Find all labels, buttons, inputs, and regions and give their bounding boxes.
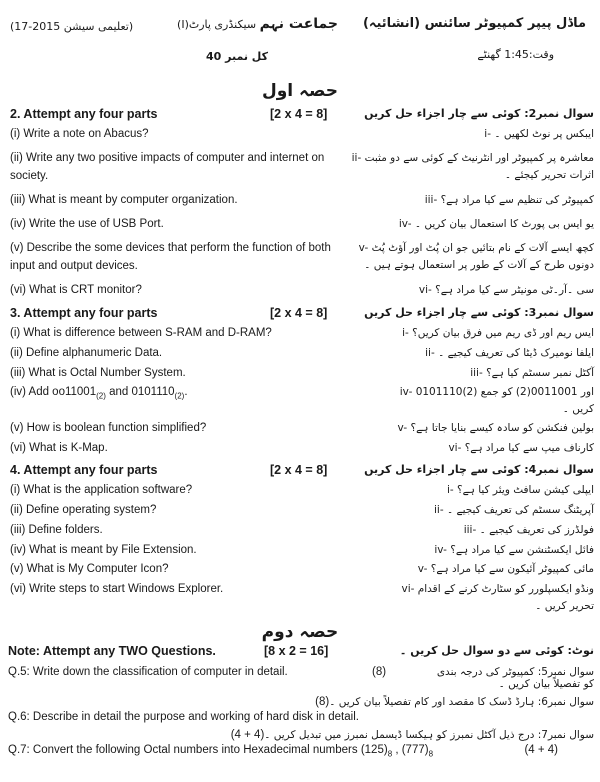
question-3-title-urdu: سوال نمبر3: کوئی سے چار اجزاء حل کریں [364, 306, 594, 319]
q5-marks: (8) [372, 665, 387, 678]
question-7 [6, 729, 594, 758]
note-text: Note: Attempt any TWO Questions. [8, 643, 216, 658]
paper-title: ماڈل پیپر کمپیوٹر سائنس (انشائیہ) [362, 16, 586, 31]
q6-marks: (8) [315, 695, 330, 708]
part-one-heading: حصہ اول [261, 81, 339, 101]
q4-part-iii: (iii) Define folders. iii- فولڈرز کی تعریف کیجیے ۔ [10, 523, 594, 536]
q3-part-iv: (iv) Add $oo11001_{(2)}$ and $0101110_{(2)}$. iv- 0101110(2) اور 0011001(2) کو جمع کریں ۔ [10, 386, 594, 416]
q3-part-v: (v) How is boolean function simplified? v- بولین فنکشن کو سادہ کیسے بنایا جاتا ہے؟ [10, 422, 594, 435]
class-name: جماعت نہم [259, 16, 338, 32]
q3-part-vi: (vi) What is K-Map. vi- کارناف میپ سے کیا مراد ہے؟ [10, 442, 594, 455]
q3-part-ii: (ii) Define alphanumeric Data. ii- ایلفا نومیرک ڈیٹا کی تعریف کیجیے ۔ [10, 346, 594, 359]
q3-part-i: (i) What is difference between S-RAM and D-RAM? i- ایس ریم اور ڈی ریم میں فرق بیان کریں؟ [10, 327, 594, 339]
q4-part-i: (i) What is the application software? i- ایپلی کیشن سافٹ ویئر کیا ہے؟ [10, 484, 594, 497]
note-marks: [8 x 2 = 16] [264, 643, 329, 658]
q2-part-vi: (vi) What is CRT monitor? vi- سی ۔آر۔ٹی مونیٹر سے کیا مراد ہے؟ [10, 283, 594, 296]
question-2-section [6, 107, 594, 299]
q4-part-iv: (iv) What is meant by File Extension. iv- فائل ایکسٹنشن سے کیا مراد ہے؟ [10, 543, 594, 556]
question-5 [6, 666, 594, 690]
question-2-title-urdu: سوال نمبر2: کوئی سے چار اجزاء حل کریں [364, 107, 594, 120]
question-4-header [6, 463, 594, 477]
question-3-title: 3. Attempt any four parts [10, 306, 158, 320]
question-3-section [6, 306, 594, 457]
note-text-urdu: نوٹ: کوئی سے دو سوال حل کریں ۔ [399, 643, 594, 657]
time-allowed: وقت:1:45 گھنٹے [477, 48, 554, 61]
question-6 [6, 696, 594, 723]
q3-part-iii: (iii) What is Octal Number System. iii- آکٹل نمبر سسٹم کیا ہے؟ [10, 366, 594, 379]
q2-part-v: (v) Describe the some devices that perform the function of both input and output devices. v- کچھ ایسے آلات کے نام بتائیں جو ان پُٹ اور آؤٹ پُٹ دونوں طرح کے آلات کے طور پر استعمال ہوتے ہیں ۔ [10, 242, 594, 272]
q5-text: Q.5: Write down the classification of computer in detail. [8, 665, 288, 678]
part-two-heading: حصہ دوم [261, 621, 339, 642]
question-4-title: 4. Attempt any four parts [10, 463, 158, 478]
q7-marks: (4 + 4) [524, 743, 558, 756]
q7-text: Q.7: Convert the following Octal numbers into Hexadecimal numbers $(125)_8$ , $(777)_8$ (4 + 4) [8, 743, 558, 758]
question-2-title: 2. Attempt any four parts [10, 107, 158, 121]
q4-part-vi: (vi) Write steps to start Windows Explorer. vi- ونڈو ایکسپلورر کو سٹارٹ کرنے کے اقدام تحریر کریں ۔ [10, 583, 594, 612]
part-two-note [6, 644, 594, 658]
paper-header [6, 0, 594, 80]
question-4-section [6, 463, 594, 614]
session-label: (تعلیمی سیشن 2015-17) [10, 20, 134, 33]
q5-text-urdu: سوال نمبر5: کمپیوٹر کی درجہ بندی کو تفصیلاً بیان کریں ۔ [436, 665, 594, 690]
q2-part-iii: (iii) What is meant by computer organization. iii- کمپیوٹر کی تنظیم سے کیا مراد ہے؟ [10, 193, 594, 206]
q4-part-ii: (ii) Define operating system? ii- آپریٹنگ سسٹم کی تعریف کیجیے ۔ [10, 504, 594, 517]
q2-part-ii: (ii) Write any two positive impacts of computer and internet on society. ii- معاشرہ پر کمپیوٹر اور انٹرنیٹ کے کوئی سے دو مثبت اثرات تحریر کیجئے ۔ [10, 152, 594, 182]
octal-subscript: 8 [387, 748, 393, 758]
question-2-marks: [2 x 4 = 8] [270, 107, 328, 121]
binary-subscript: (2) [174, 391, 185, 401]
question-4-title-urdu: سوال نمبر4: کوئی سے چار اجزاء حل کریں [364, 463, 594, 477]
class-info [177, 16, 338, 32]
q7-marks-urdu-line: (4 + 4) [230, 728, 265, 741]
question-4-marks: [2 x 4 = 8] [270, 463, 328, 478]
q4-part-v: (v) What is My Computer Icon? v- مائی کمپیوٹر آئیکون سے کیا مراد ہے؟ [10, 563, 594, 576]
question-2-header [6, 107, 594, 121]
question-3-marks: [2 x 4 = 8] [270, 306, 328, 320]
binary-subscript: (2) [96, 391, 106, 401]
q6-text: Q.6: Describe in detail the purpose and working of hard disk in detail. [8, 710, 359, 723]
total-marks: کل نمبر 40 [206, 50, 269, 63]
q2-part-iv: (iv) Write the use of USB Port. iv- یو ایس بی پورٹ کا استعمال بیان کریں ۔ [10, 218, 594, 230]
q7-text-urdu: سوال نمبر7: درج ذیل آکٹل نمبرز کو ہیکسا ڈیسمل نمبرز میں تبدیل کریں ۔(4 + 4) [230, 728, 594, 741]
q6-text-urdu: سوال نمبر6: ہارڈ ڈسک کا مقصد اور کام تفصیلاً بیان کریں ۔(8) [315, 695, 594, 708]
question-3-header [6, 306, 594, 320]
secondary-part-label: سیکنڈری پارٹ(I) [177, 18, 257, 31]
octal-subscript: 8 [428, 748, 434, 758]
q2-part-i: (i) Write a note on Abacus? i- ایبکس پر نوٹ لکھیں ۔ [10, 128, 594, 140]
